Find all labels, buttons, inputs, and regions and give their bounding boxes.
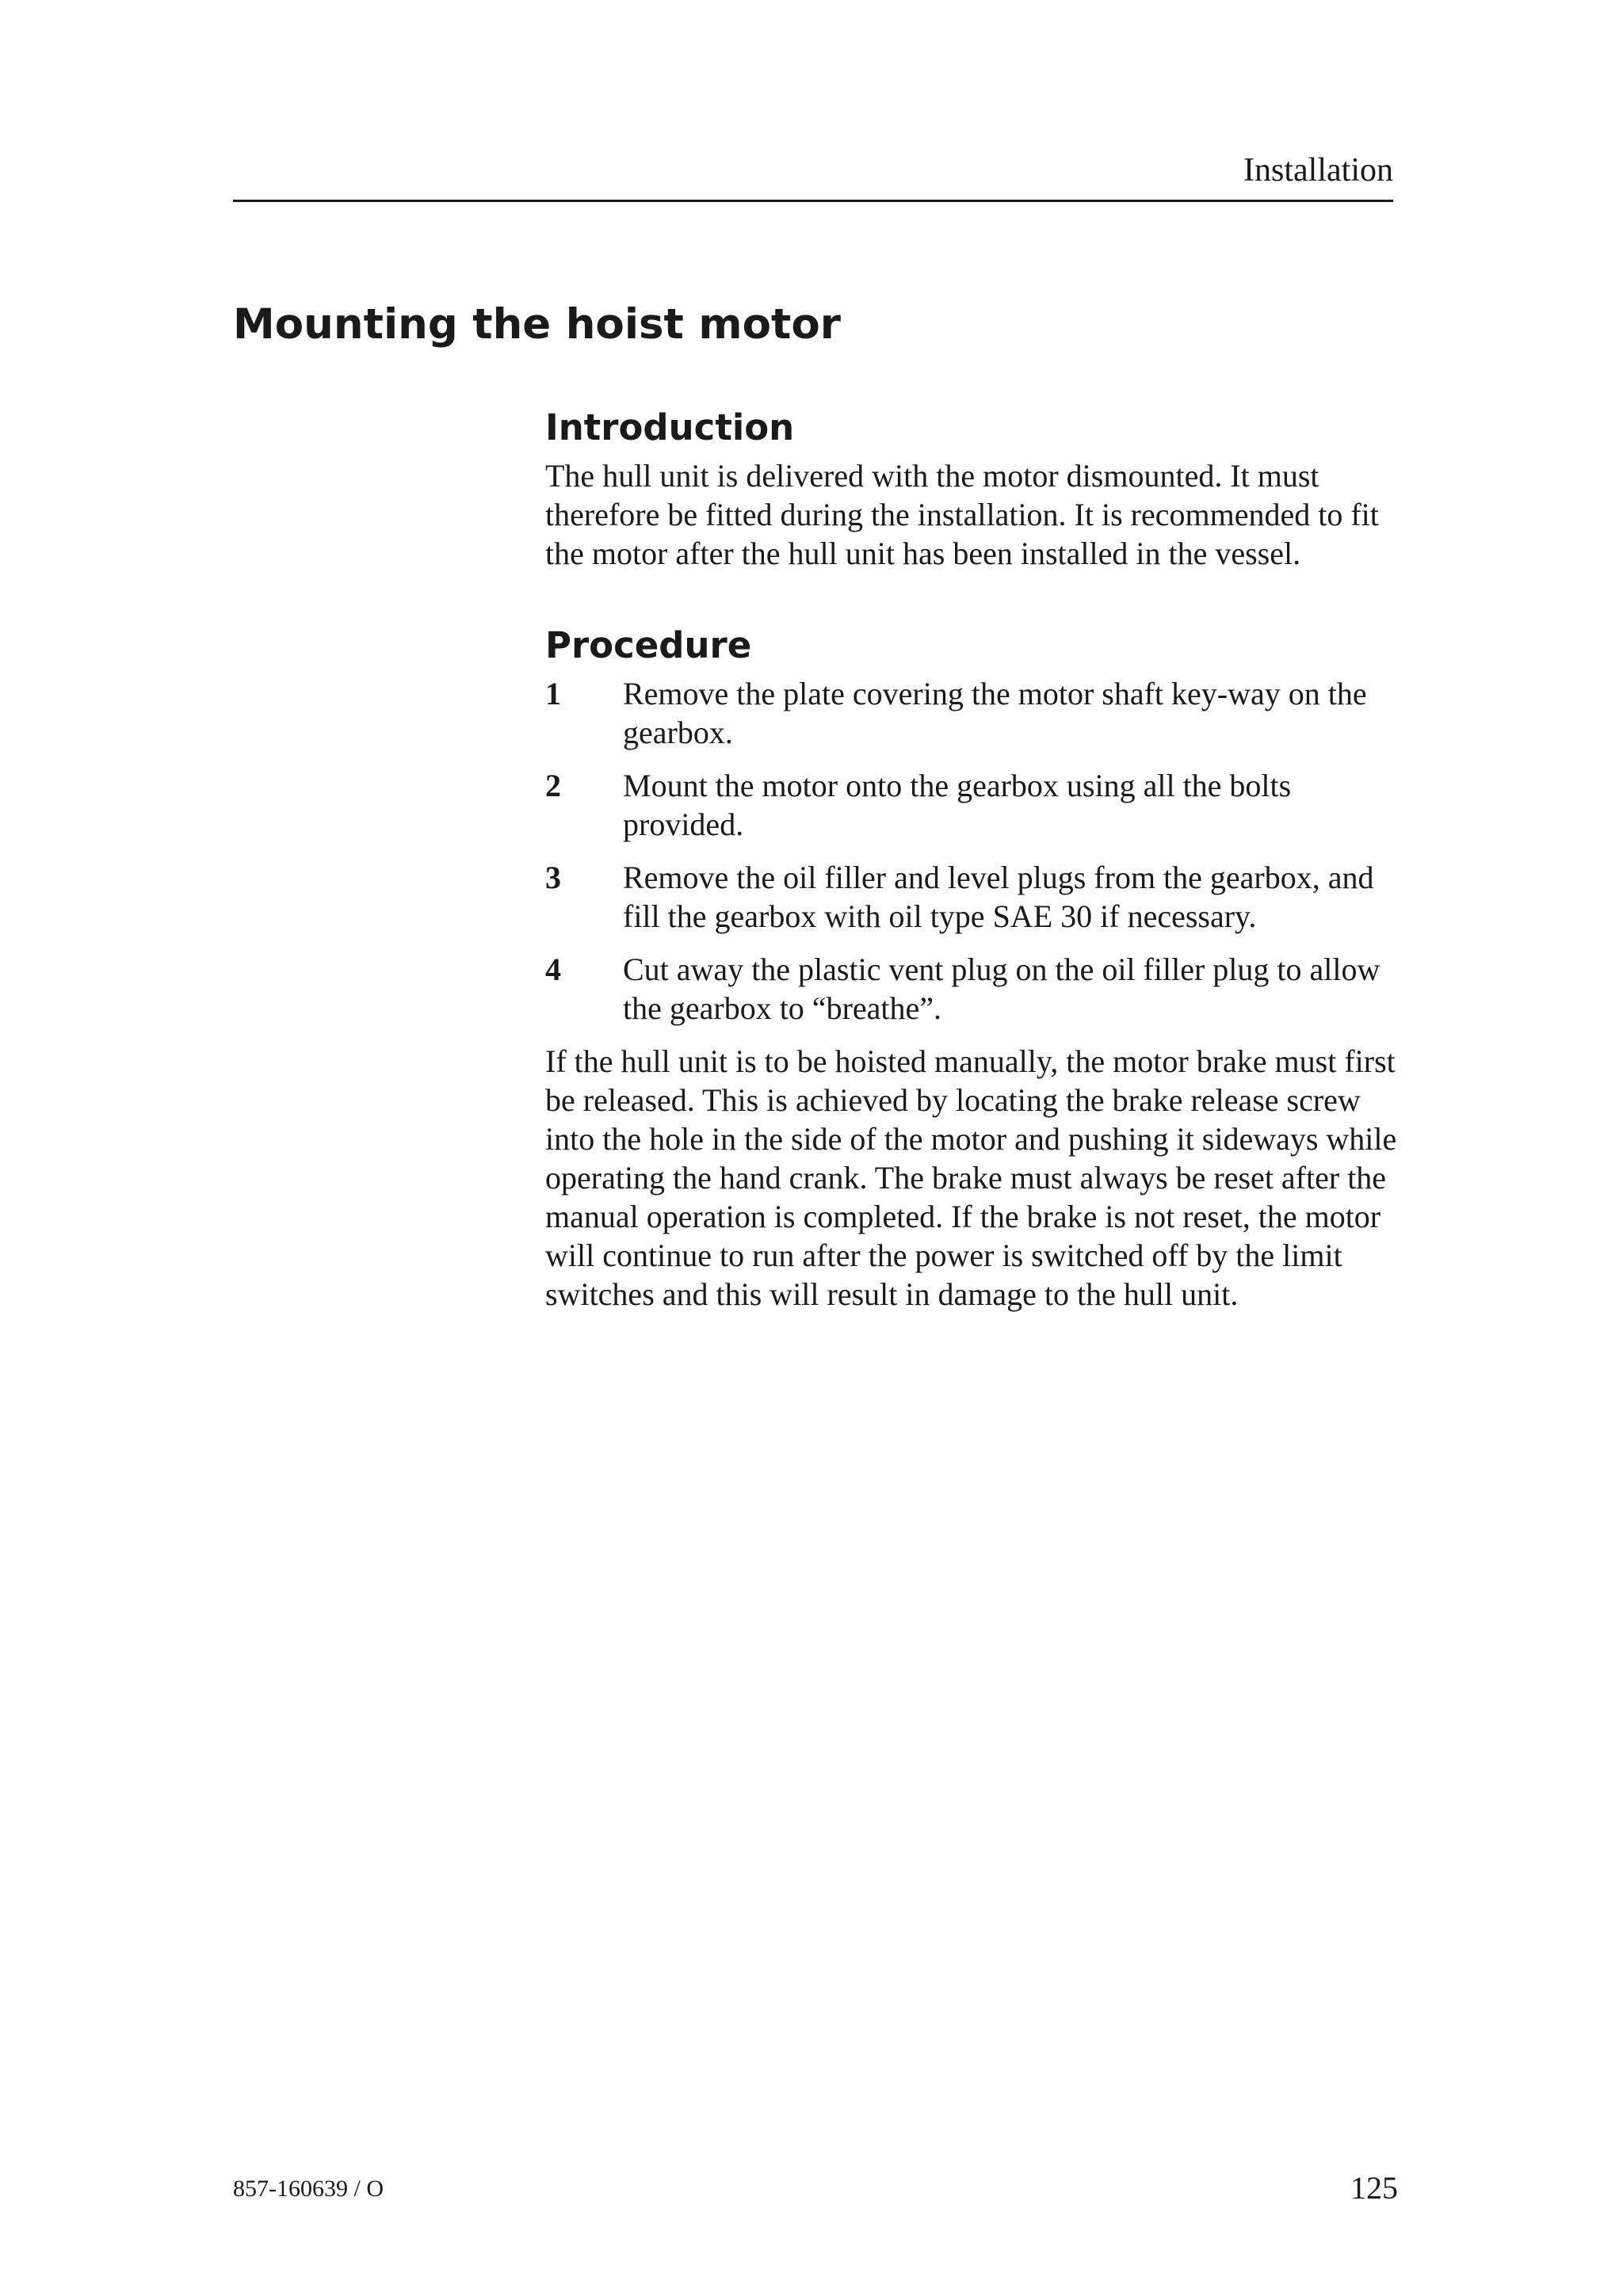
step-number: 4 [545,952,561,987]
procedure-step [545,674,1401,752]
step-number: 1 [545,676,561,711]
footer-page-number: 125 [1350,2170,1398,2206]
step-text: Mount the motor onto the gearbox using all the bolts provided. [623,768,1292,842]
footer-doc-number: 857-160639 / O [233,2176,384,2202]
step-number: 3 [545,860,561,895]
introduction-heading: Introduction [545,406,795,448]
introduction-text: The hull unit is delivered with the motor dismounted. It must therefore be fitted during the installation. It is recommended to fit the motor after the hull unit has been installed in the vessel. [545,458,1379,571]
step-text: Remove the oil filler and level plugs from the gearbox, and fill the gearbox with oil type SAE 30 if necessary. [623,860,1374,934]
procedure-heading: Procedure [545,624,752,666]
manual-hoist-note: If the hull unit is to be hoisted manually, the motor brake must first be released. This is achieved by locating the brake release screw into the hole in the side of the motor and pushing it sideways while operating the hand crank. The brake must always be reset after the manual operation is completed. If the brake is not reset, the motor will continue to run after the power is switched off by the limit switches and this will result in damage to the hull unit. [545,1043,1397,1312]
procedure-step [545,950,1401,1028]
procedure-step [545,766,1401,844]
step-number: 2 [545,768,561,803]
step-text: Cut away the plastic vent plug on the oil filler plug to allow the gearbox to “breathe”. [623,952,1381,1026]
main-content [545,402,1401,1314]
procedure-steps [545,674,1401,1028]
header-divider [233,200,1393,202]
step-text: Remove the plate covering the motor shaft key-way on the gearbox. [623,676,1367,750]
page-title: Mounting the hoist motor [233,300,841,349]
header-section-title: Installation [1243,152,1393,189]
procedure-step [545,858,1401,936]
